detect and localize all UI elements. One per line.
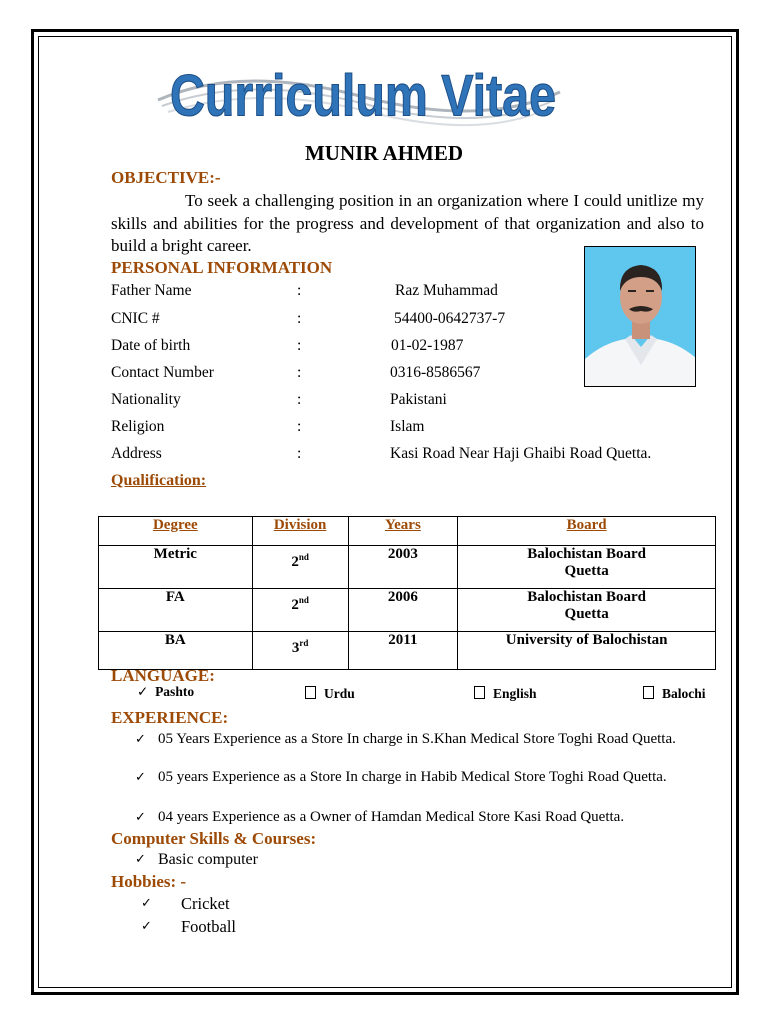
- info-value: 01-02-1987: [391, 337, 464, 354]
- year-cell: 2003: [348, 546, 458, 589]
- qualification-heading: Qualification:: [111, 472, 207, 489]
- cv-title-wordart: [150, 56, 570, 136]
- table-row: [99, 546, 716, 589]
- degree-cell: FA: [99, 589, 253, 632]
- info-separator: :: [297, 418, 302, 435]
- info-separator: :: [297, 364, 302, 381]
- box-icon: [643, 686, 654, 699]
- computer-skills-heading: Computer Skills & Courses:: [111, 829, 317, 848]
- division-cell: 2nd: [252, 546, 348, 589]
- box-icon: [474, 686, 485, 699]
- experience-item: ✓ 05 Years Experience as a Store In charge in S.Khan Medical Store Toghi Road Quetta.: [135, 731, 676, 747]
- check-icon: ✓: [141, 896, 152, 911]
- board-cell: Balochistan Board Quetta: [458, 546, 716, 589]
- qualification-table: [98, 516, 716, 670]
- info-value: Islam: [390, 418, 425, 435]
- computer-skill-item: ✓ Basic computer: [135, 851, 258, 868]
- division-cell: 2nd: [252, 589, 348, 632]
- objective-heading: OBJECTIVE:-: [111, 168, 221, 187]
- table-row: [99, 589, 716, 632]
- year-cell: 2006: [348, 589, 458, 632]
- experience-item: ✓ 04 years Experience as a Owner of Hamdan Medical Store Kasi Road Quetta.: [135, 809, 625, 825]
- info-label: Date of birth: [111, 337, 191, 354]
- column-header: Years: [348, 517, 458, 546]
- personal-info-heading: PERSONAL INFORMATION: [111, 258, 333, 277]
- table-header-row: [99, 517, 716, 546]
- candidate-name: MUNIR AHMED: [304, 141, 464, 165]
- check-icon: ✓: [135, 770, 146, 785]
- degree-cell: Metric: [99, 546, 253, 589]
- hobbies-heading: Hobbies: -: [111, 872, 187, 891]
- info-value: Kasi Road Near Haji Ghaibi Road Quetta.: [390, 445, 652, 462]
- info-value: Pakistani: [390, 391, 447, 408]
- column-header: Board: [458, 517, 716, 546]
- hobby-item: ✓ Football: [141, 917, 237, 936]
- division-cell: 3rd: [252, 632, 348, 670]
- info-label: Address: [111, 445, 162, 462]
- info-label: CNIC #: [111, 310, 160, 327]
- hobby-item: ✓ Cricket: [141, 894, 230, 913]
- check-icon: ✓: [135, 732, 146, 747]
- language-item: English: [474, 686, 537, 702]
- info-separator: :: [297, 445, 302, 462]
- info-separator: :: [297, 391, 302, 408]
- experience-item: ✓ 05 years Experience as a Store In charge in Habib Medical Store Toghi Road Quetta.: [135, 769, 667, 785]
- check-icon: ✓: [135, 810, 146, 825]
- box-icon: [305, 686, 316, 699]
- check-icon: ✓: [135, 852, 146, 867]
- experience-heading: EXPERIENCE:: [111, 708, 229, 727]
- info-label: Religion: [111, 418, 165, 435]
- language-item: Urdu: [305, 686, 355, 702]
- info-separator: :: [297, 310, 302, 327]
- info-value: 54400-0642737-7: [394, 310, 506, 327]
- info-value: 0316-8586567: [390, 364, 481, 381]
- info-separator: :: [297, 282, 302, 299]
- info-label: Father Name: [111, 282, 192, 299]
- info-label: Nationality: [111, 391, 181, 408]
- language-item: ✓ Pashto: [137, 684, 195, 700]
- board-cell: Balochistan Board Quetta: [458, 589, 716, 632]
- info-separator: :: [297, 337, 302, 354]
- profile-photo: [584, 246, 696, 387]
- info-value: Raz Muhammad: [395, 282, 498, 299]
- language-item: Balochi: [643, 686, 706, 702]
- objective-text: To seek a challenging position in an organization where I could unitlize my skills and abilities for the progress and development of that organization and also to build a bright career.: [111, 191, 704, 255]
- column-header: Degree: [99, 517, 253, 546]
- table-row: [99, 632, 716, 670]
- board-cell: University of Balochistan: [458, 632, 716, 670]
- cv-title-text: Curriculum Vitae: [169, 64, 556, 129]
- degree-cell: BA: [99, 632, 253, 670]
- info-label: Contact Number: [111, 364, 214, 381]
- check-icon: ✓: [141, 919, 152, 934]
- year-cell: 2011: [348, 632, 458, 670]
- column-header: Division: [252, 517, 348, 546]
- language-heading: LANGUAGE:: [111, 666, 215, 685]
- check-icon: ✓: [137, 684, 149, 700]
